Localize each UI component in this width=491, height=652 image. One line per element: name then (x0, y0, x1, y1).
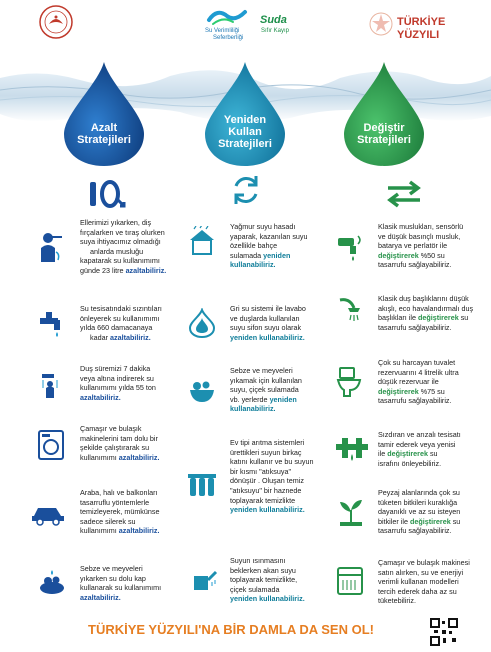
left-1-line3: suya ihtiyacımız olmadığı (80, 237, 161, 247)
left-6-line2: yıkarken su dolu kap (80, 573, 146, 583)
eco-shower-icon (336, 296, 366, 326)
mid-3-line4: vb. yerlerde (230, 394, 270, 404)
left-2-bold: azaltabiliriz. (109, 332, 151, 342)
left-item-1 (38, 218, 188, 298)
right-text-line: tasarrufu sağlayabiliriz. (378, 526, 452, 536)
right-text-line: akışlı, eco havalandırmalı duş (378, 303, 474, 313)
mid-1-line2: yaparak, kazanılan suyu (230, 231, 308, 241)
left-4-line1: Çamaşır ve bulaşık (80, 424, 142, 433)
mid-3-line1: Sebze ve meyveleri (230, 366, 293, 375)
mid-1-line1: Yağmur suyu hasadı (230, 222, 296, 231)
right-text-line: tasarrufu sağlayabiliriz. (378, 396, 452, 406)
left-4-bold: azaltabiliriz. (118, 452, 160, 462)
right-item-3 (336, 358, 488, 412)
mid-5-bold: yeniden kullanabiliriz. (230, 594, 305, 604)
yeniden-title-line3: Stratejileri (218, 138, 272, 150)
left-item-2 (38, 304, 188, 354)
right-text-line: tüketebiliriz. (378, 596, 416, 606)
toilet-icon (336, 366, 364, 398)
degistir-title-line1: Değiştir (363, 122, 405, 134)
mid-2-line2: ve duşlarda kullanılan (230, 313, 300, 323)
reduce-icon (88, 176, 128, 210)
mid-2-line1: Gri su sistemi ile lavabo (230, 304, 306, 313)
right-text-line: Çok su harcayan tuvalet (378, 358, 456, 367)
water-drop-icon (188, 308, 216, 338)
yeniden-title-line2: Kullan (228, 126, 262, 138)
left-2-line3: yılda 660 damacanaya (80, 323, 153, 333)
left-5-line4: sadece silerek su (80, 516, 136, 526)
watering-can-icon (188, 564, 218, 594)
mid-4-line7: toplayarak temizlikte (230, 495, 296, 505)
rain-harvest-icon (188, 226, 216, 256)
right-text-line: Klasik muslukları, sensörlü (378, 222, 464, 231)
wave-logo-icon (205, 6, 249, 28)
right-1-text (378, 222, 463, 270)
right-4-text (378, 430, 461, 468)
mid-4-bold: yeniden kullanabiliriz. (230, 505, 305, 515)
left-item-4 (38, 424, 188, 474)
faucet-icon (38, 310, 66, 338)
brushing-teeth-icon (38, 232, 64, 262)
right-text-line: tasarrufu sağlayabiliriz. (378, 260, 452, 270)
pipes-icon (336, 434, 368, 464)
sensor-faucet-icon (336, 232, 366, 262)
mid-5-line1: Suyun ısınmasını (230, 556, 286, 565)
left-1-line4: anlarda musluğu (90, 246, 144, 256)
blue-drop-icon (62, 62, 146, 166)
right-text-line: batarya ve perlatör ile (378, 241, 448, 251)
right-text-line: değiştirerek %75 su (378, 386, 445, 396)
right-text-line: tamir ederek veya yenisi (378, 439, 456, 449)
mid-4-line4: bir kısmı "atıksuya" (230, 466, 292, 476)
right-2-text (378, 294, 473, 332)
mid-item-2 (188, 304, 334, 348)
logo-text-line1: Su Verimliliği (205, 28, 240, 34)
drop-degistir (342, 62, 426, 166)
left-5-bold: azaltabiliriz. (118, 526, 160, 536)
mid-4-line6: "atıksuyu" bir haznede (230, 485, 302, 495)
left-2-line2: önleyerek su kullanımımı (80, 313, 160, 323)
right-item-2 (336, 294, 488, 340)
star-emblem-icon (367, 8, 395, 44)
left-item-5 (30, 488, 188, 548)
mid-4-line2: ürettikleri suyun birkaç (230, 447, 302, 457)
shower-icon (38, 368, 64, 398)
left-6-bold: azaltabiliriz. (80, 592, 121, 602)
left-item-3 (38, 364, 188, 414)
right-text-line: tercih ederek daha az su (378, 586, 457, 596)
left-3-bold: azaltabiliriz. (80, 392, 121, 402)
left-5-line2: tasarruflu yöntemlerle (80, 497, 150, 507)
mid-3-line2: yıkamak için kullanılan (230, 375, 302, 385)
left-item-6 (38, 564, 188, 608)
right-6-text (378, 558, 470, 606)
right-text-line: israfını önleyebiliriz. (378, 458, 442, 468)
mid-3-line3: suyu, çiçek sulamada (230, 385, 299, 395)
right-text-line: başlıkları ile değiştirerek su (378, 313, 469, 323)
left-1-line2: fırçalarken ve tıraş olurken (80, 227, 165, 237)
footer-slogan: TÜRKİYE YÜZYILI'NA BİR DAMLA DA SEN OL! (88, 622, 374, 637)
ministry-emblem-icon (38, 4, 74, 40)
left-1-bold: azaltabiliriz. (125, 265, 167, 275)
mid-5-line2: beklerken akan suyu (230, 565, 296, 575)
left-5-line5: kullanımımı (80, 526, 119, 536)
sifir-kayip-text: Sıfır Kayıp (261, 28, 290, 34)
mid-1-line3: özellikle bahçe (230, 241, 278, 251)
right-item-6 (336, 558, 488, 612)
mid-5-line3: toplayarak temizlikte, (230, 575, 298, 585)
left-4-line3: şekilde çalıştırarak su (80, 443, 150, 453)
left-6-line1: Sebze ve meyveleri (80, 564, 143, 573)
drop-azalt (62, 62, 146, 166)
right-text-line: Peyzaj alanlarında çok su (378, 488, 460, 497)
mid-3-bold-a: yeniden (269, 394, 297, 404)
left-1-line1: Ellerimizi yıkarken, diş (80, 218, 152, 227)
azalt-title-line1: Azalt (90, 122, 118, 134)
right-text-line: Sızdıran ve arızalı tesisatı (378, 430, 461, 439)
dishwasher-icon (336, 566, 364, 596)
left-2-line4: kadar (90, 332, 110, 342)
left-3-line1: Duş süremizi 7 dakika (80, 364, 151, 373)
logo-text-line2: Seferberliği (213, 35, 244, 41)
degistir-title-line2: Stratejileri (357, 134, 411, 146)
mid-item-1 (188, 222, 334, 276)
right-text-line: dayanıklı ve az su isteyen (378, 507, 461, 517)
left-4-line2: makinelerini tam dolu bir (80, 433, 158, 443)
turkiye-text: TÜRKİYE (397, 16, 446, 28)
right-text-line: düşük rezervuar ile (378, 377, 439, 387)
mid-4-line3: katını kullanır ve bu suyun (230, 457, 314, 467)
car-wash-icon (30, 500, 66, 526)
mid-item-3 (188, 366, 334, 420)
right-text-line: ile değiştirerek su (378, 449, 438, 459)
mid-item-5 (188, 556, 334, 610)
mid-1-line4: sulamada (230, 250, 264, 260)
right-text-line: tasarrufu sağlayabiliriz. (378, 322, 452, 332)
mid-3-bold-b: kullanabiliriz. (230, 404, 276, 414)
right-text-line: tüketen bitkileri kuraklığa (378, 497, 458, 507)
mid-2-bold: yeniden kullanabiliriz. (230, 332, 305, 342)
bowl-vegetables-icon (188, 376, 216, 404)
mid-5-line4: çiçek sulamada (230, 584, 280, 594)
exchange-arrows-icon (384, 180, 424, 208)
yuzyili-text: YÜZYILI (397, 29, 440, 41)
left-5-line1: Araba, halı ve balkonları (80, 488, 158, 497)
left-6-line3: kullanarak su kullanımımı (80, 583, 162, 593)
right-text-line: Çamaşır ve bulaşık makinesi (378, 558, 470, 567)
left-3-line3: kullanımımı yılda 55 ton (80, 383, 156, 393)
mid-item-4 (188, 438, 334, 522)
mid-4-line5: dönüşür . Oluşan temiz (230, 476, 304, 486)
recycle-arrows-icon (228, 172, 264, 208)
right-text-line: ve düşük basınçlı musluk, (378, 231, 461, 241)
right-text-line: bitkiler ile değiştirerek su (378, 516, 461, 526)
water-filter-icon (188, 472, 218, 504)
right-5-text (378, 488, 460, 536)
washing-machine-icon (38, 430, 64, 460)
right-text-line: rezervuarını 4 litrelik ultra (378, 367, 459, 377)
azalt-title-line2: Stratejileri (77, 134, 131, 146)
turkiye-yuzyili-logo (367, 6, 477, 46)
yeniden-title-line1: Yeniden (223, 114, 267, 126)
suda-logo-text: Suda (260, 14, 287, 26)
mid-4-line1: Ev tipi arıtma sistemleri (230, 438, 305, 447)
qr-code-icon[interactable] (430, 618, 458, 646)
left-1-line6: günde 23 litre (80, 265, 126, 275)
right-text-line: satın alırken, su ve enerjiyi (378, 567, 464, 577)
left-4-line4: kullanımımı (80, 452, 119, 462)
suda-sifir-kayip-logo (205, 6, 290, 41)
drought-plant-icon (336, 496, 366, 528)
header (0, 0, 491, 52)
right-text-line: verimli kullanan modelleri (378, 577, 459, 587)
right-item-1 (336, 222, 488, 276)
left-2-line1: Su tesisatındaki sızıntıları (80, 304, 162, 313)
right-text-line: değiştirerek %50 su (378, 250, 445, 260)
right-3-text (378, 358, 459, 406)
drop-yeniden-kullan (203, 62, 287, 166)
green-drop-icon (342, 62, 426, 166)
mid-1-bold: yeniden kullanabiliriz. (230, 250, 291, 270)
right-item-4 (336, 430, 488, 474)
right-item-5 (336, 488, 488, 542)
washing-vegetables-icon (38, 568, 66, 596)
left-1-line5: kapatarak su kullanımımı (80, 256, 160, 266)
left-3-line2: veya altına indirerek su (80, 373, 154, 383)
mid-2-line3: suyu sifon suyu olarak (230, 323, 302, 333)
right-text-line: Klasik duş başlıklarını düşük (378, 294, 469, 303)
left-5-line3: temizleyerek, mümkünse (80, 507, 160, 517)
